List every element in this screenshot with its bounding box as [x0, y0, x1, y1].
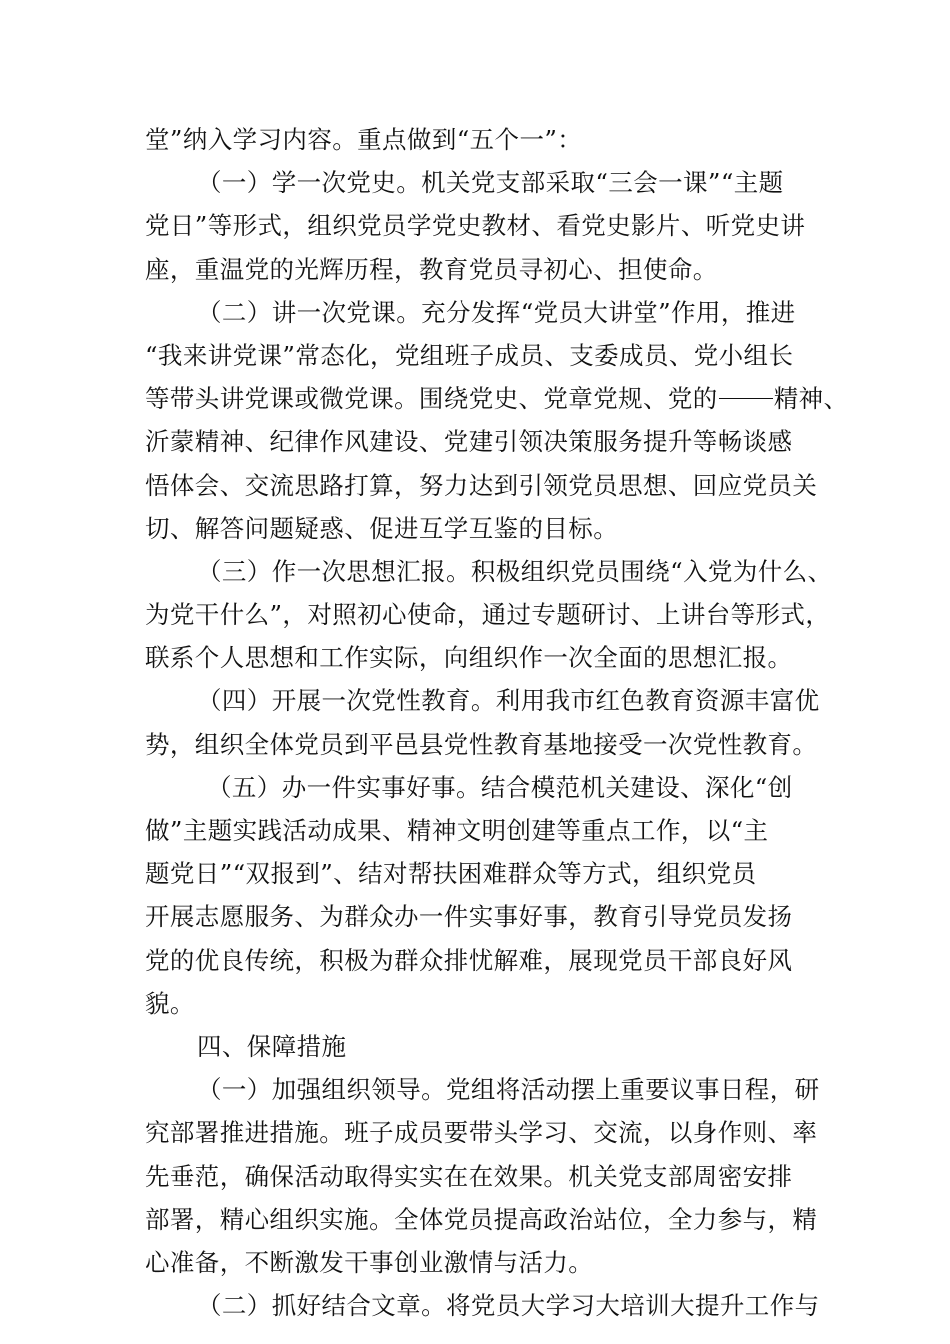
line-text-before-blank: 等带头讲党课或微党课。围绕党史、党章党规、党的 [145, 384, 718, 414]
paragraph-line: （一）学一次党史。机关党支部采取“三会一课”“主题 [197, 168, 784, 198]
paragraph-line: 貌。 [145, 988, 195, 1018]
paragraph-line: 党日”等形式，组织党员学党史教材、看党史影片、听党史讲 [145, 211, 806, 241]
paragraph-line: 联系个人思想和工作实际，向组织作一次全面的思想汇报。 [145, 643, 793, 673]
line-text-after-blank: 精神、 [773, 384, 849, 414]
paragraph-line: 悟体会、交流思路打算，努力达到引领党员思想、回应党员关 [145, 470, 818, 500]
paragraph-line: （一）加强组织领导。党组将活动摆上重要议事日程，研 [197, 1075, 820, 1105]
paragraph-line: 沂蒙精神、纪律作风建设、党建引领决策服务提升等畅谈感 [145, 427, 793, 457]
fill-in-blank [719, 397, 773, 399]
paragraph-line: （二）讲一次党课。充分发挥“党员大讲堂”作用，推进 [197, 297, 796, 327]
paragraph-line: （五）办一件实事好事。结合模范机关建设、深化“创 [207, 772, 793, 802]
paragraph-line: 部署，精心组织实施。全体党员提高政治站位，全力参与，精 [145, 1204, 818, 1234]
paragraph-line: 心准备，不断激发干事创业激情与活力。 [145, 1247, 594, 1277]
paragraph-line: 做”主题实践活动成果、精神文明创建等重点工作，以“主 [145, 816, 769, 845]
paragraph-line: 题党日”“双报到”、结对帮扶困难群众等方式，组织党员 [145, 859, 757, 889]
paragraph-line: 党的优良传统，积极为群众排忧解难，展现党员干部良好风 [145, 945, 793, 975]
paragraph-line: （四）开展一次党性教育。利用我市红色教育资源丰富优 [197, 686, 820, 716]
paragraph-line: 究部署推进措施。班子成员要带头学习、交流，以身作则、率 [145, 1118, 818, 1148]
paragraph-line: 堂”纳入学习内容。重点做到“五个一”： [145, 125, 583, 154]
document-body [145, 118, 849, 1327]
paragraph-line: “我来讲党课”常态化，党组班子成员、支委成员、党小组长 [145, 340, 794, 370]
paragraph-line: 先垂范，确保活动取得实实在在效果。机关党支部周密安排 [145, 1161, 793, 1191]
paragraph-line: 为党干什么”，对照初心使命，通过专题研讨、上讲台等形式， [145, 600, 831, 630]
paragraph-line-with-blank [145, 377, 849, 420]
paragraph-line: 开展志愿服务、为群众办一件实事好事，教育引导党员发扬 [145, 902, 793, 932]
paragraph-line: 座，重温党的光辉历程，教育党员寻初心、担使命。 [145, 254, 718, 284]
paragraph-line: （二）抓好结合文章。将党员大学习大培训大提升工作与 [197, 1291, 820, 1321]
paragraph-line: 切、解答问题疑惑、促进互学互鉴的目标。 [145, 513, 619, 543]
paragraph-line: 势，组织全体党员到平邑县党性教育基地接受一次党性教育。 [145, 729, 818, 759]
section-heading: 四、保障措施 [197, 1031, 347, 1061]
paragraph-line: （三）作一次思想汇报。积极组织党员围绕“入党为什么、 [197, 556, 833, 586]
